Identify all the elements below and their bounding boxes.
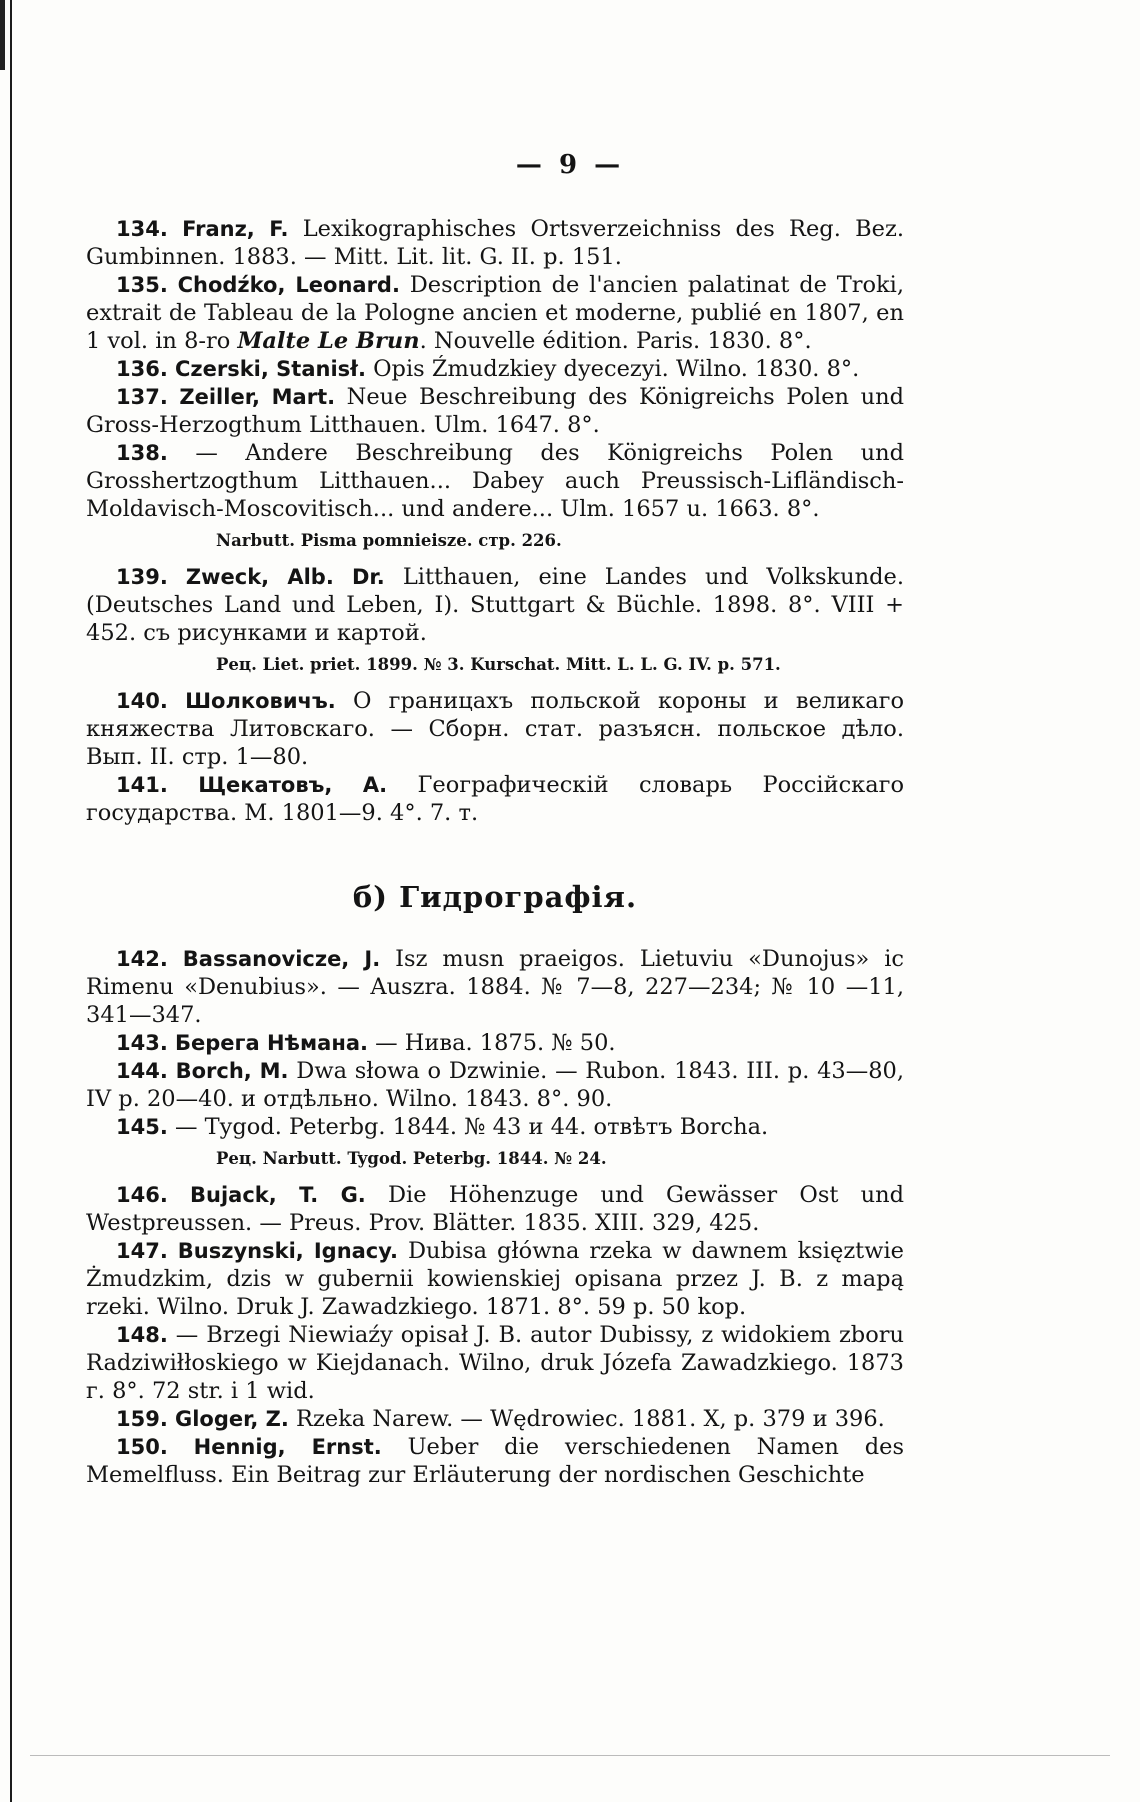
entry-147: 147. Buszynski, Ignacy. Dubisa główna rzeka w dawnem księztwie Żmudzkim, dzis w gubernii kowienskiej opisana przez J. B. z mapą rzeki. Wilno. Druk J. Zawadzkiego. 1871. 8°. 59 p. 50 kop.: [86, 1238, 904, 1320]
entry-139: 139. Zweck, Alb. Dr. Litthauen, eine Landes und Volkskunde. (Deutsches Land und Leben, I). Stuttgart & Büchle. 1898. 8°. VIII + 452. съ рисунками и картой.: [86, 564, 904, 646]
entry-145: 145. — Tygod. Peterbg. 1844. № 43 и 44. отвѣтъ Borcha.: [116, 1114, 769, 1140]
entry-138: 138. — Andere Beschreibung des Königreichs Polen und Grosshertzogthum Litthauen... Dabey auch Preussisch-Lifländisch-Moldavisch-Moscovitisch... und andere... Ulm. 1657 u. 1663. 8°.: [86, 440, 904, 522]
page-bottom-edge: [30, 1755, 1110, 1756]
entry-146: 146. Bujack, T. G. Die Höhenzuge und Gewässer Ost und Westpreussen. — Preus. Prov. Blätter. 1835. XIII. 329, 425.: [86, 1182, 904, 1236]
entry-150: 150. Hennig, Ernst. Ueber die verschiedenen Namen des Memelfluss. Ein Beitrag zur Erläuterung der nordischen Geschichte: [86, 1434, 905, 1488]
entry-159: 159. Gloger, Z. Rzeka Narew. — Wędrowiec. 1881. X, p. 379 и 396.: [116, 1406, 885, 1432]
entry-136: 136. Czerski, Stanisł. Opis Źmudzkiey dyecezyi. Wilno. 1830. 8°.: [116, 356, 860, 382]
entry-143: 143. Берега Нѣмана. — Нива. 1875. № 50.: [116, 1030, 616, 1056]
entry-134: 134. Franz, F. Lexikographisches Ortsverzeichniss des Reg. Bez. Gumbinnen. 1883. — Mitt. Lit. lit. G. II. p. 151.: [86, 216, 904, 270]
review-note-145: Рец. Narbutt. Tygod. Peterbg. 1844. № 24.: [216, 1149, 607, 1168]
page-number: — 9 —: [515, 150, 625, 180]
page-corner-mark: [0, 0, 5, 70]
page-left-edge: [10, 0, 12, 1802]
entry-142: 142. Bassanovicze, J. Isz musn praeigos. Lietuviu «Dunojus» ic Rimenu «Denubius». — Auszra. 1884. № 7—8, 227—234; № 10 —11, 341—347.: [86, 946, 905, 1028]
entry-137: 137. Zeiller, Mart. Neue Beschreibung des Königreichs Polen und Gross-Herzogthum Litthauen. Ulm. 1647. 8°.: [86, 384, 904, 438]
review-note-138: Narbutt. Pisma pomnieisze. стр. 226.: [216, 531, 562, 550]
review-note-139: Рец. Liet. priet. 1899. № 3. Kurschat. Mitt. L. L. G. IV. p. 571.: [216, 655, 781, 674]
bibliography-body: [86, 215, 904, 1489]
section-title: б) Гидрографія.: [352, 880, 638, 914]
entry-144: 144. Borch, M. Dwa słowa o Dzwinie. — Rubon. 1843. III. p. 43—80, IV p. 20—40. и отдѣльно. Wilno. 1843. 8°. 90.: [86, 1058, 904, 1112]
entry-141: 141. Щекатовъ, А. Географическій словарь Россійскаго государства. М. 1801—9. 4°. 7. т.: [86, 772, 904, 826]
entry-140: 140. Шолковичъ. О границахъ польской короны и великаго княжества Литовскаго. — Сборн. стат. разъясн. польское дѣло. Вып. II. стр. 1—80.: [86, 688, 904, 770]
entry-148: 148. — Brzegi Niewiaźy opisał J. B. autor Dubissy, z widokiem zboru Radziwiłłoskiego w Kiejdanach. Wilno, druk Józefa Zawadzkiego. 1873 г. 8°. 72 str. i 1 wid.: [86, 1322, 904, 1404]
entry-135: 135. Chodźko, Leonard. Description de l'ancien palatinat de Troki, extrait de Tableau de la Pologne ancien et moderne, publié en 1807, en 1 vol. in 8-ro Malte Le Brun. Nouvelle édition. Paris. 1830. 8°.: [86, 272, 905, 354]
